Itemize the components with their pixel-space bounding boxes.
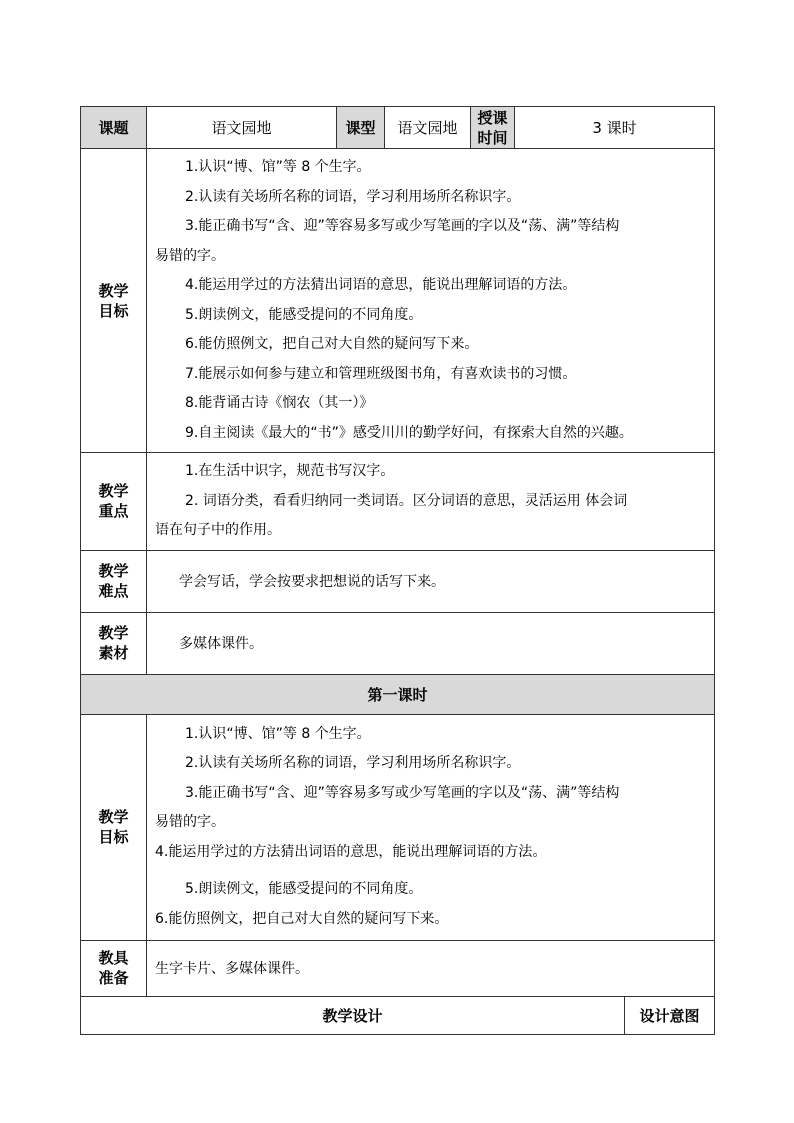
key-points-label	[81, 453, 147, 551]
key-points-label-line-2: 重点	[98, 502, 129, 521]
materials-label	[81, 612, 147, 674]
objectives-label-line-1: 教学	[98, 281, 129, 300]
key-point-item: 2. 词语分类，看看归纳同一类词语。区分词语的意思，灵活运用 体会词	[185, 492, 628, 509]
key-points-list	[147, 453, 715, 551]
lesson-1-objective-item: 5.朗读例文，能感受提问的不同角度。	[185, 881, 423, 898]
lesson-1-objectives-row	[81, 714, 715, 940]
difficulties-label-line-1: 教学	[98, 562, 129, 580]
lesson-plan-table	[80, 106, 715, 1035]
objective-item: 2.认读有关场所名称的词语，学习利用场所名称识字。	[185, 188, 521, 205]
time-value: 3 课时	[515, 107, 715, 149]
lesson-1-objectives-label	[81, 714, 147, 940]
lesson-1-objectives-list	[147, 714, 715, 940]
design-header: 教学设计	[81, 996, 625, 1034]
materials-row	[81, 612, 715, 674]
type-label: 课型	[337, 107, 385, 149]
key-point-item-continued: 语在句子中的作用。	[155, 522, 281, 538]
topic-value: 语文园地	[147, 107, 337, 149]
lesson-1-objective-item: 6.能仿照例文，把自己对大自然的疑问写下来。	[155, 910, 449, 927]
lesson-1-title-row	[81, 674, 715, 714]
lesson-1-objectives-label-line-2: 目标	[98, 828, 129, 846]
materials-label-line-2: 素材	[98, 644, 129, 662]
objective-item: 1.认识“博、馆”等 8 个生字。	[185, 159, 371, 175]
topic-label: 课题	[81, 107, 147, 149]
lesson-1-objective-item: 3.能正确书写“含、迎”等容易多写或少写笔画的字以及“荡、满”等结构	[185, 784, 620, 801]
difficulties-label	[81, 550, 147, 612]
difficulties-row	[81, 550, 715, 612]
lesson-1-objective-item: 2.认读有关场所名称的词语，学习利用场所名称识字。	[185, 755, 521, 772]
key-point-item: 1.在生活中识字，规范书写汉字。	[185, 463, 395, 479]
objectives-row	[81, 149, 715, 453]
time-label-line-1: 授课	[477, 108, 508, 127]
time-label-line-2: 时间	[477, 128, 508, 147]
objective-item-continued: 易错的字。	[155, 247, 225, 264]
lesson-1-tools-label	[81, 940, 147, 996]
difficulties-label-line-2: 难点	[98, 582, 129, 600]
lesson-1-tools-row	[81, 940, 715, 996]
lesson-1-tools-text: 生字卡片、多媒体课件。	[147, 940, 715, 996]
objective-item: 6.能仿照例文，把自己对大自然的疑问写下来。	[185, 336, 479, 352]
objective-item: 3.能正确书写“含、迎”等容易多写或少写笔画的字以及“荡、满”等结构	[185, 218, 620, 234]
objective-item: 9.自主阅读《最大的“书”》感受川川的勤学好问，有探索大自然的兴趣。	[185, 424, 633, 441]
lesson-1-objectives-label-line-1: 教学	[98, 808, 129, 826]
lesson-1-objective-item: 1.认识“博、馆”等 8 个生字。	[185, 725, 371, 742]
objectives-list	[147, 149, 715, 453]
lesson-1-tools-label-line-1: 教具	[98, 949, 129, 967]
materials-text: 多媒体课件。	[147, 612, 715, 674]
objective-item: 4.能运用学过的方法猜出词语的意思，能说出理解词语的方法。	[185, 277, 577, 293]
lesson-1-objective-item-continued: 易错的字。	[155, 814, 225, 831]
lesson-1-objective-item: 4.能运用学过的方法猜出词语的意思，能说出理解词语的方法。	[155, 843, 547, 860]
design-header-row	[81, 996, 715, 1034]
type-value: 语文园地	[385, 107, 471, 149]
header-row	[81, 107, 715, 149]
objective-item: 8.能背诵古诗《悯农（其一）》	[185, 395, 374, 411]
time-label	[471, 107, 515, 149]
key-points-row	[81, 453, 715, 551]
objective-item: 7.能展示如何参与建立和管理班级图书角，有喜欢读书的习惯。	[185, 365, 577, 382]
lesson-1-tools-label-line-2: 准备	[98, 969, 129, 987]
materials-label-line-1: 教学	[98, 624, 129, 642]
key-points-label-line-1: 教学	[98, 482, 129, 501]
objective-item: 5.朗读例文，能感受提问的不同角度。	[185, 306, 423, 323]
objectives-label-line-2: 目标	[98, 301, 129, 320]
difficulties-text: 学会写话，学会按要求把想说的话写下来。	[147, 550, 715, 612]
lesson-1-title: 第一课时	[81, 674, 715, 714]
intent-header: 设计意图	[625, 996, 715, 1034]
objectives-label	[81, 149, 147, 453]
